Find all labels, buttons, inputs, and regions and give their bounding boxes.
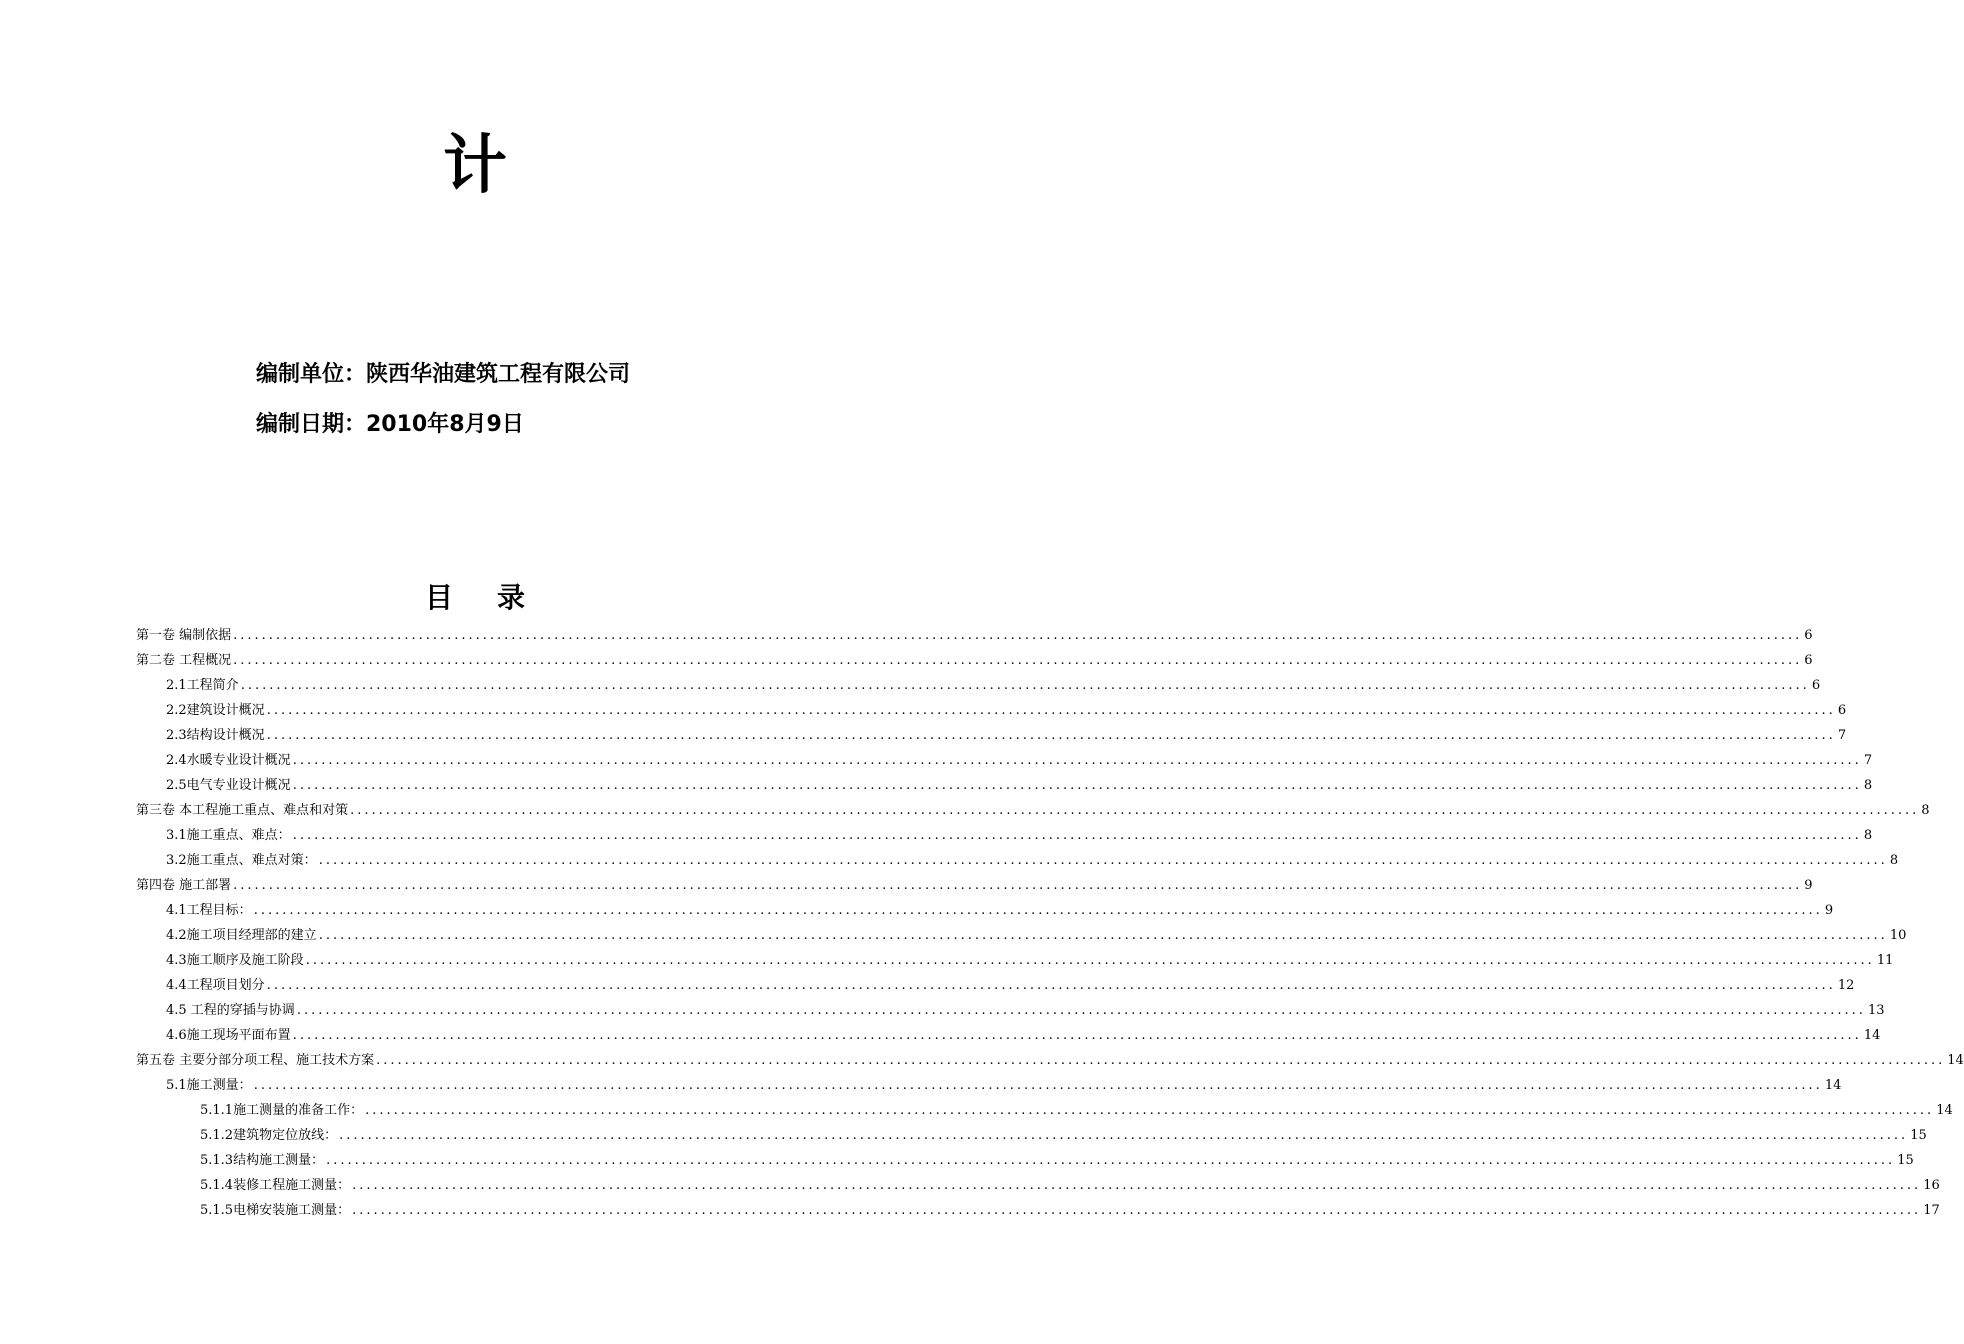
toc-entry-title: 5.1.3结构施工测量： xyxy=(200,1153,325,1168)
toc-entry-title: 5.1.1施工测量的准备工作： xyxy=(200,1103,364,1118)
toc-entry-title: 第三卷 本工程施工重点、难点和对策 xyxy=(136,803,349,818)
toc-entry-title: 第二卷 工程概况 xyxy=(136,653,232,668)
toc-heading: 目录 xyxy=(424,581,569,614)
toc-entry-title: 3.2施工重点、难点对策： xyxy=(166,853,317,868)
toc-entry-title: 4.4工程项目划分 xyxy=(166,978,265,993)
toc-entry-title: 4.5 工程的穿插与协调 xyxy=(166,1003,295,1018)
toc-dot-leader: ............................................................................................................................................................................................................................ xyxy=(292,753,1862,768)
toc-entry-title: 2.5电气专业设计概况 xyxy=(166,778,291,793)
toc-entry[interactable] xyxy=(136,898,1834,923)
toc-dot-leader: ............................................................................................................................................................................................................................ xyxy=(350,803,1920,818)
toc-dot-leader: ............................................................................................................................................................................................................................ xyxy=(253,903,1823,918)
toc-entry-title: 第五卷 主要分部分项工程、施工技术方案 xyxy=(136,1053,375,1068)
toc-entry[interactable] xyxy=(136,1148,1914,1173)
toc-entry-page-number: 10 xyxy=(1889,928,1907,943)
toc-entry-title: 2.4水暖专业设计概况 xyxy=(166,753,291,768)
toc-entry-title: 第四卷 施工部署 xyxy=(136,878,232,893)
toc-dot-leader: ............................................................................................................................................................................................................................ xyxy=(240,678,1810,693)
toc-entry[interactable] xyxy=(136,1198,1940,1223)
toc-entry[interactable] xyxy=(136,1123,1927,1148)
toc-dot-leader: ............................................................................................................................................................................................................................ xyxy=(296,1003,1866,1018)
toc-entry[interactable] xyxy=(136,773,1873,798)
toc-entry-page-number: 12 xyxy=(1837,978,1855,993)
toc-dot-leader: ............................................................................................................................................................................................................................ xyxy=(365,1103,1935,1118)
toc-entry-page-number: 8 xyxy=(1863,828,1873,843)
toc-entry-page-number: 11 xyxy=(1876,953,1894,968)
toc-entry-title: 4.6施工现场平面布置 xyxy=(166,1028,291,1043)
table-of-contents xyxy=(136,623,1964,1223)
compiling-organization: 编制单位：陕西华油建筑工程有限公司 xyxy=(256,362,631,387)
toc-dot-leader: ............................................................................................................................................................................................................................ xyxy=(326,1153,1896,1168)
toc-entry-page-number: 7 xyxy=(1837,728,1847,743)
toc-entry[interactable] xyxy=(136,823,1873,848)
toc-entry-title: 4.1工程目标： xyxy=(166,903,252,918)
toc-entry[interactable] xyxy=(136,723,1847,748)
toc-dot-leader: ............................................................................................................................................................................................................................ xyxy=(305,953,1875,968)
toc-dot-leader: ............................................................................................................................................................................................................................ xyxy=(253,1078,1823,1093)
toc-entry-title: 第一卷 编制依据 xyxy=(136,628,232,643)
toc-entry[interactable] xyxy=(136,998,1885,1023)
toc-entry-title: 2.1工程简介 xyxy=(166,678,239,693)
toc-dot-leader: ............................................................................................................................................................................................................................ xyxy=(266,978,1836,993)
toc-entry-page-number: 14 xyxy=(1936,1103,1953,1118)
toc-entry-page-number: 6 xyxy=(1804,628,1813,643)
toc-entry-page-number: 9 xyxy=(1824,903,1834,918)
toc-entry-page-number: 6 xyxy=(1804,653,1813,668)
toc-dot-leader: ............................................................................................................................................................................................................................ xyxy=(233,878,1803,893)
toc-entry[interactable] xyxy=(136,748,1873,773)
toc-entry-title: 2.2建筑设计概况 xyxy=(166,703,265,718)
toc-entry-title: 4.3施工顺序及施工阶段 xyxy=(166,953,304,968)
toc-dot-leader: ............................................................................................................................................................................................................................ xyxy=(292,1028,1862,1043)
toc-entry[interactable] xyxy=(136,648,1813,673)
toc-entry[interactable] xyxy=(136,673,1821,698)
toc-entry-page-number: 14 xyxy=(1863,1028,1881,1043)
toc-dot-leader: ............................................................................................................................................................................................................................ xyxy=(266,703,1836,718)
toc-entry-page-number: 15 xyxy=(1910,1128,1927,1143)
toc-entry-title: 5.1.4装修工程施工测量： xyxy=(200,1178,351,1193)
toc-entry[interactable] xyxy=(136,1048,1964,1073)
toc-entry-page-number: 15 xyxy=(1897,1153,1914,1168)
toc-entry-page-number: 8 xyxy=(1921,803,1930,818)
toc-entry-page-number: 16 xyxy=(1923,1178,1940,1193)
toc-entry-title: 3.1施工重点、难点： xyxy=(166,828,291,843)
toc-entry[interactable] xyxy=(136,948,1894,973)
toc-entry[interactable] xyxy=(136,698,1847,723)
toc-dot-leader: ............................................................................................................................................................................................................................ xyxy=(318,928,1888,943)
toc-dot-leader: ............................................................................................................................................................................................................................ xyxy=(352,1203,1922,1218)
toc-entry-page-number: 6 xyxy=(1811,678,1821,693)
toc-entry-title: 5.1.2建筑物定位放线： xyxy=(200,1128,338,1143)
toc-entry-page-number: 8 xyxy=(1863,778,1873,793)
toc-dot-leader: ............................................................................................................................................................................................................................ xyxy=(352,1178,1922,1193)
toc-entry[interactable] xyxy=(136,1073,1842,1098)
toc-entry-page-number: 13 xyxy=(1867,1003,1885,1018)
toc-entry-page-number: 7 xyxy=(1863,753,1873,768)
toc-entry[interactable] xyxy=(136,798,1930,823)
toc-entry-title: 5.1.5电梯安装施工测量： xyxy=(200,1203,351,1218)
toc-entry[interactable] xyxy=(136,973,1855,998)
toc-dot-leader: ............................................................................................................................................................................................................................ xyxy=(233,628,1803,643)
toc-entry-page-number: 14 xyxy=(1824,1078,1842,1093)
toc-entry-title: 2.3结构设计概况 xyxy=(166,728,265,743)
toc-entry[interactable] xyxy=(136,623,1813,648)
toc-dot-leader: ............................................................................................................................................................................................................................ xyxy=(292,778,1862,793)
toc-dot-leader: ............................................................................................................................................................................................................................ xyxy=(376,1053,1946,1068)
toc-dot-leader: ............................................................................................................................................................................................................................ xyxy=(233,653,1803,668)
toc-dot-leader: ............................................................................................................................................................................................................................ xyxy=(318,853,1888,868)
toc-dot-leader: ............................................................................................................................................................................................................................ xyxy=(266,728,1836,743)
toc-entry-title: 4.2施工项目经理部的建立 xyxy=(166,928,317,943)
toc-entry-page-number: 14 xyxy=(1947,1053,1964,1068)
toc-entry-page-number: 9 xyxy=(1804,878,1813,893)
toc-entry-page-number: 8 xyxy=(1889,853,1899,868)
toc-entry-page-number: 17 xyxy=(1923,1203,1940,1218)
toc-entry[interactable] xyxy=(136,848,1899,873)
document-title-character: 计 xyxy=(443,129,507,203)
toc-entry[interactable] xyxy=(136,1023,1881,1048)
compiling-date: 编制日期：2010年8月9日 xyxy=(256,412,524,437)
toc-dot-leader: ............................................................................................................................................................................................................................ xyxy=(339,1128,1909,1143)
toc-entry[interactable] xyxy=(136,1098,1953,1123)
toc-entry[interactable] xyxy=(136,1173,1940,1198)
toc-entry[interactable] xyxy=(136,923,1907,948)
toc-entry[interactable] xyxy=(136,873,1813,898)
toc-entry-page-number: 6 xyxy=(1837,703,1847,718)
toc-entry-title: 5.1施工测量： xyxy=(166,1078,252,1093)
toc-dot-leader: ............................................................................................................................................................................................................................ xyxy=(292,828,1862,843)
